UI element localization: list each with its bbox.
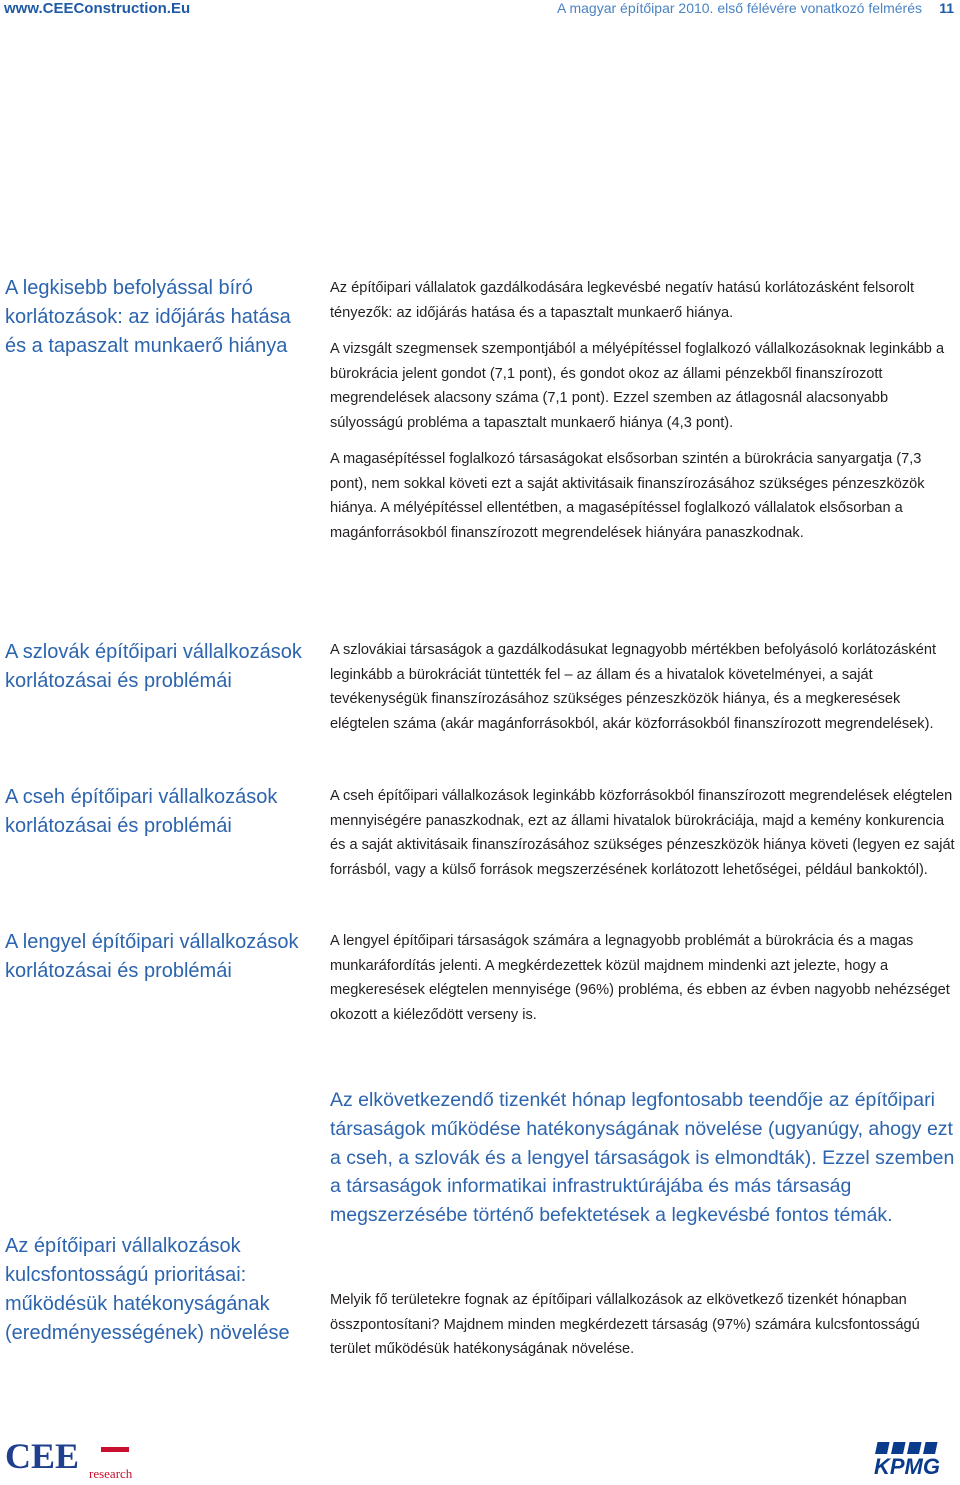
logo-research-text: research (89, 1466, 133, 1480)
priorities-lead: Az elkövetkezendő tizenkét hónap legfontosabb teendője az építőipari társaságok működése hatékonyságának növelése (ugyanúgy, ahogy ezt a cseh, a szlovák és a lengyel társaságok is elmondták). Ezzel szemben a társaságok informatikai infrastruktúrájába és más társaság megszerzésébe történő befektetések a legkevésbé fontos témák. (330, 1089, 955, 1227)
cee-research-logo (5, 1436, 145, 1480)
heading-slovak: A szlovák építőipari vállalkozások korlátozásai és problémái (5, 641, 302, 692)
running-title: A magyar építőipar 2010. első félévére vonatkozó felmérés (557, 0, 922, 16)
kpmg-logo (872, 1440, 958, 1476)
section-weather-body (330, 276, 955, 557)
page-number: 11 (939, 0, 954, 16)
site-link[interactable]: www.CEEConstruction.Eu (4, 0, 191, 17)
heading-polish: A lengyel építőipari vállalkozások korlátozásai és problémái (5, 931, 299, 982)
paragraph: Az építőipari vállalatok gazdálkodására legkevésbé negatív hatású korlátozásként felsorolt tényezők: az időjárás hatása és a tapasztalt munkaerő hiánya. (330, 280, 915, 321)
paragraph: A cseh építőipari vállalkozások leginkább közforrásokból finanszírozott megrendelések elégtelen mennyiségére panaszkodnak, ezt az állami hivatalok bürokráciája, majd a kemény konkurencia és a saját aktivitásaik finanszírozásához szükséges pénzeszközök hiánya követi (legyen ez saját forrásból, vagy a külső források megszerzésének korlátozott lehetőségei, például bankoktól). (330, 788, 955, 878)
heading-priorities: Az építőipari vállalkozások kulcsfontosságú prioritásai: működésük hatékonyságának (eredményességének) növelése (5, 1235, 290, 1344)
paragraph: A lengyel építőipari társaságok számára a legnagyobb problémát a bürokrácia és a magas munkaráfordítás jelenti. A megkérdezettek közül majdnem mindenki azt jelezte, hogy a megkeresések elégtelen mennyisége (96%) probléma, és ebben az évben nagyobb nehézséget okozott a kiéleződött verseny is. (330, 933, 950, 1023)
page-header (0, 0, 960, 22)
paragraph: A magasépítéssel foglalkozó társaságokat elsősorban szintén a bürokrácia sanyargatja (7,3 pont), nem sokkal követi ezt a saját aktivitásaik finanszírozásához szükséges pénzeszközök hiánya. A mélyépítéssel ellentétben, a magasépítéssel foglalkozó vállalatok elsősorban a magánforrásokból finanszírozott megrendelések hiányára panaszkodnak. (330, 451, 925, 541)
logo-cee-text: CEE (5, 1436, 80, 1476)
priorities-text: Melyik fő területekre fognak az építőipari vállalkozások az elkövetkező tizenkét hónapban összpontosítani? Majdnem minden megkérdezett társaság (97%) számára kulcsfontosságú terület működésük hatékonyságának növelése. (330, 1292, 920, 1357)
heading-czech: A cseh építőipari vállalkozások korlátozásai és problémái (5, 786, 278, 837)
section-slovak-body (330, 638, 955, 748)
paragraph: A vizsgált szegmensek szempontjából a mélyépítéssel foglalkozó vállalkozásoknak leginkább a bürokrácia jelent gondot (7,1 pont), és gondot okoz az állami pénzekből finanszírozott megrendelések alacsony száma (7,1 pont). Ezzel szemben az átlagosnál alacsonyabb súlyosságú probléma a tapasztalt munkaerő hiánya (4,3 pont). (330, 341, 945, 431)
paragraph: A szlovákiai társaságok a gazdálkodásukat legnagyobb mértékben befolyásoló korlátozásként leginkább a bürokráciát tüntették fel – az állam és a hivatalok követelményei, a saját tevékenységük finanszírozásához szükséges pénzeszközök hiánya, és a megkeresések elégtelen száma (akár magánforrásokból, akár közforrásokból finanszírozott megrendelések). (330, 642, 937, 732)
section-polish-body (330, 929, 955, 1039)
heading-weather-constraints: A legkisebb befolyással bíró korlátozások: az időjárás hatása és a tapaszalt munkaerő hiánya (5, 277, 291, 357)
logo-kpmg-text: KPMG (874, 1454, 940, 1476)
section-czech-body (330, 784, 955, 894)
